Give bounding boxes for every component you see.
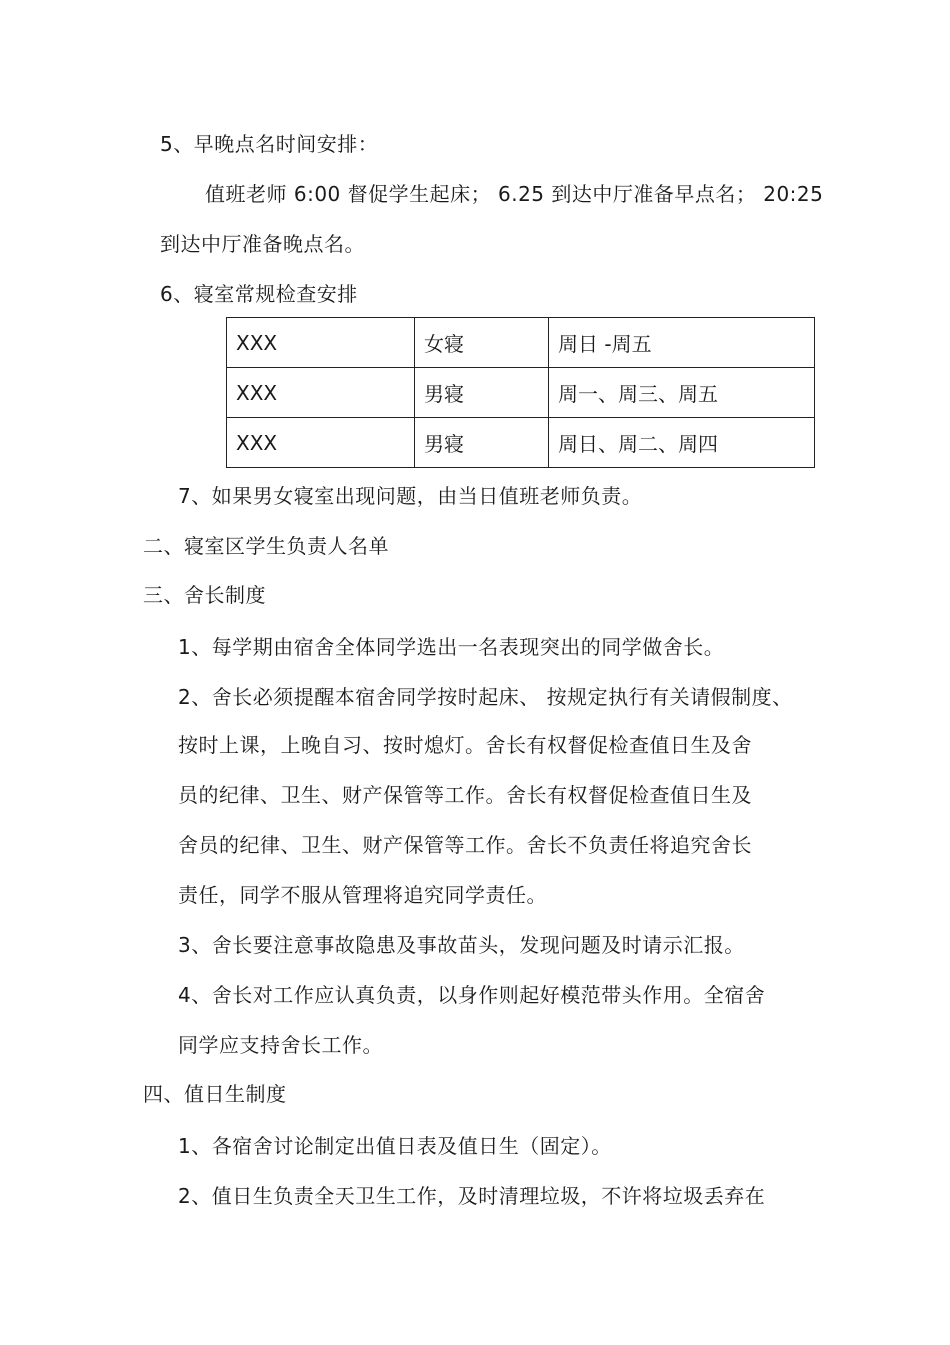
roll-call-detail-line-1: 值班老师 6:00 督促学生起床； 6.25 到达中厅准备早点名； 20:25 [205,182,824,206]
item-7-responsibility: 7、如果男女寝室出现问题，由当日值班老师负责。 [178,484,643,508]
section-4-heading: 四、值日生制度 [143,1082,287,1106]
section-3-item-2-line-4: 舍员的纪律、卫生、财产保管等工作。舍长不负责任将追究舍长 [178,833,752,857]
section-3-item-3: 3、舍长要注意事故隐患及事故苗头，发现问题及时请示汇报。 [178,933,745,957]
section-2-heading: 二、寝室区学生负责人名单 [143,534,389,558]
table-cell-name: XXX [227,318,415,368]
section-4-item-2-line-1: 2、值日生负责全天卫生工作，及时清理垃圾，不许将垃圾丢弃在 [178,1184,766,1208]
table-cell-name: XXX [227,368,415,418]
table-cell-dorm: 女寝 [415,318,549,368]
item-6-dorm-inspection: 6、寝室常规检查安排 [160,282,358,306]
table-cell-dorm: 男寝 [415,418,549,468]
table-cell-days: 周日、周二、周四 [549,418,815,468]
section-3-item-2-line-2: 按时上课，上晚自习、按时熄灯。舍长有权督促检查值日生及舍 [178,733,752,757]
section-4-item-1: 1、各宿舍讨论制定出值日表及值日生（固定）。 [178,1134,612,1158]
section-3-item-2-line-1: 2、舍长必须提醒本宿舍同学按时起床、 按规定执行有关请假制度、 [178,685,793,709]
table-cell-dorm: 男寝 [415,368,549,418]
section-3-heading: 三、舍长制度 [143,583,266,607]
section-3-item-1: 1、每学期由宿舍全体同学选出一名表现突出的同学做舍长。 [178,635,725,659]
section-3-item-4-line-1: 4、舍长对工作应认真负责，以身作则起好模范带头作用。全宿舍 [178,983,766,1007]
section-3-item-4-line-2: 同学应支持舍长工作。 [178,1033,383,1057]
section-3-item-2-line-3: 员的纪律、卫生、财产保管等工作。舍长有权督促检查值日生及 [178,783,752,807]
table-row [227,318,815,368]
table-row [227,418,815,468]
section-3-item-2-line-5: 责任，同学不服从管理将追究同学责任。 [178,883,547,907]
item-5-roll-call-schedule: 5、早晚点名时间安排： [160,132,379,156]
table-cell-name: XXX [227,418,415,468]
table-cell-days: 周日 -周五 [549,318,815,368]
table-cell-days: 周一、周三、周五 [549,368,815,418]
table-row [227,368,815,418]
dorm-inspection-table [226,317,815,468]
roll-call-detail-line-2: 到达中厅准备晚点名。 [160,232,365,256]
